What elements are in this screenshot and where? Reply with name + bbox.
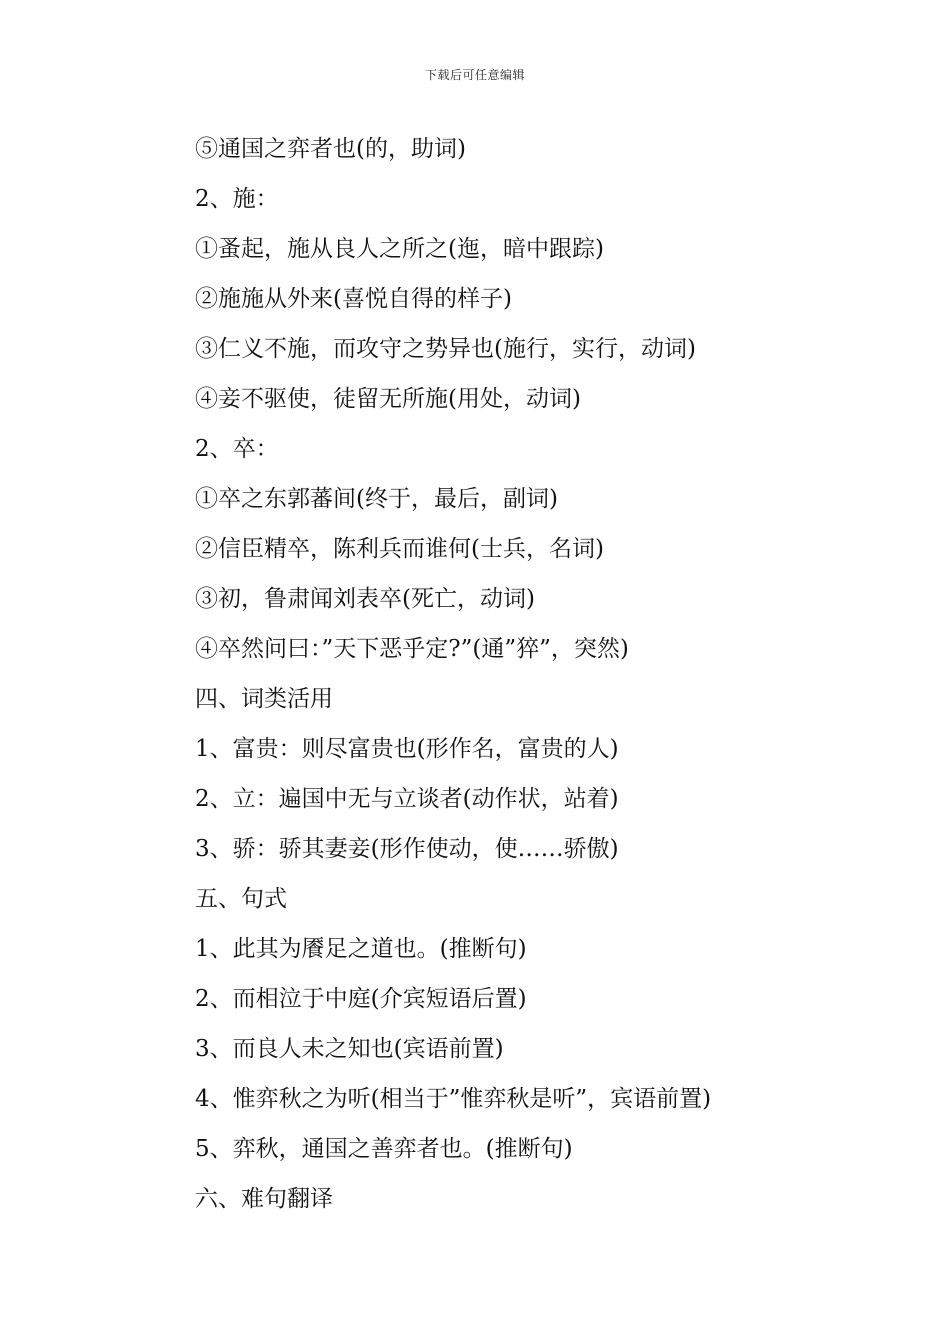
document-body xyxy=(195,130,895,1230)
text-line: 3、而良人未之知也(宾语前置) xyxy=(195,1036,504,1062)
text-line: ⑤通国之弈者也(的，助词) xyxy=(195,136,466,162)
text-line: ②信臣精卒，陈利兵而谁何(士兵，名词) xyxy=(195,536,604,562)
text-line: ③仁义不施，而攻守之势异也(施行，实行，动词) xyxy=(195,336,696,362)
section-heading: 六、难句翻译 xyxy=(195,1186,333,1212)
text-line: ①蚤起，施从良人之所之(迤，暗中跟踪) xyxy=(195,236,604,262)
page-header: 下载后可任意编辑 xyxy=(424,68,525,82)
section-heading: 五、句式 xyxy=(195,886,287,912)
text-line: 2、施： xyxy=(195,186,279,212)
text-line: 2、而相泣于中庭(介宾短语后置) xyxy=(195,986,527,1012)
text-line: ①卒之东郭蕃间(终于，最后，副词) xyxy=(195,486,558,512)
text-line: ③初，鲁肃闻刘表卒(死亡，动词) xyxy=(195,586,535,612)
section-heading: 四、词类活用 xyxy=(195,686,333,712)
text-line: 4、惟弈秋之为听(相当于”惟弈秋是听”，宾语前置) xyxy=(195,1086,712,1112)
text-line: 1、富贵：则尽富贵也(形作名，富贵的人) xyxy=(195,736,619,762)
text-line: 3、骄：骄其妻妾(形作使动，使……骄傲) xyxy=(195,836,619,862)
text-line: 2、立：遍国中无与立谈者(动作状，站着) xyxy=(195,786,619,812)
text-line: ④卒然问曰：”天下恶乎定?”(通”猝”，突然) xyxy=(195,636,629,662)
text-line: 2、卒： xyxy=(195,436,279,462)
text-line: ②施施从外来(喜悦自得的样子) xyxy=(195,286,512,312)
text-line: 1、此其为餍足之道也。(推断句) xyxy=(195,936,527,962)
text-line: 5、弈秋，通国之善弈者也。(推断句) xyxy=(195,1136,573,1162)
text-line: ④妾不驱使，徒留无所施(用处，动词) xyxy=(195,386,581,412)
